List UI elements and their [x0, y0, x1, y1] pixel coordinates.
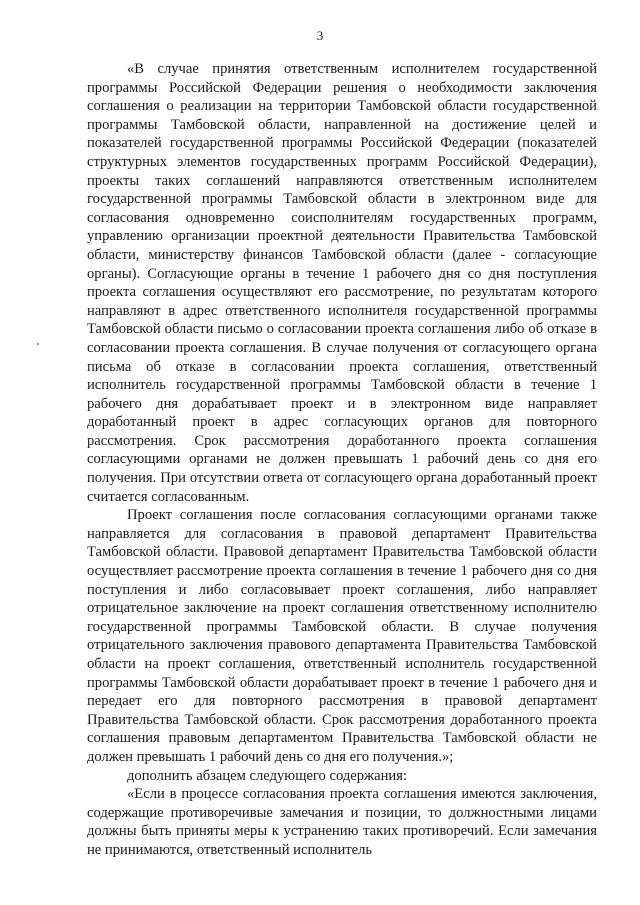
paragraph-legal-department: Проект соглашения после согласования согласующими органами также направляется для согласования в правовой департамент Правительства Тамбовской области. Правовой департамент Правительства Тамбовской области осуществляет рассмотрение проекта соглашения в течение 1 рабочего дня со дня поступления и либо согласовывает проект соглашения, либо направляет отрицательное заключение на проект соглашения ответственному исполнителю государственной программы Тамбовской области. В случае получения отрицательного заключения правового департамента Правительства Тамбовской области на проект соглашения, ответственный исполнитель государственной программы Тамбовской области дорабатывает проект в течение 1 рабочего дня и передает его для повторного рассмотрения в правовой департамент Правительства Тамбовской области. Срок рассмотрения доработанного проекта соглашения правовым департаментом Правительства Тамбовской области не должен превышать 1 рабочий день со дня его получения.»;: [87, 507, 597, 765]
margin-mark: [37, 343, 39, 345]
paragraph-agreement-coordination: «В случае принятия ответственным исполнителем государственной программы Российской Федерации решения о необходимости заключения соглашения о реализации на территории Тамбовской области государственной программы Тамбовской области, направленной на достижение целей и показателей государственной программы Российской Федерации (показателей структурных элементов государственных программ Российской Федерации), проекты таких соглашений направляются ответственным исполнителем государственной программы Тамбовской области в электронном виде для согласования одновременно соисполнителям государственных программ, управлению организации проектной деятельности Правительства Тамбовской области, министерству финансов Тамбовской области (далее - согласующие органы). Согласующие органы в течение 1 рабочего дня со дня поступления проекта соглашения осуществляют его рассмотрение, по результатам которого направляют в адрес ответственного исполнителя государственной программы Тамбовской области письмо о согласовании проекта соглашения либо об отказе в согласовании проекта соглашения. В случае получения от согласующего органа письма об отказе в согласовании проекта соглашения, ответственный исполнитель государственной программы Тамбовской области в течение 1 рабочего дня дорабатывает проект и в электронном виде направляет доработанный проект в адрес согласующих органов для повторного рассмотрения. Срок рассмотрения доработанного проекта соглашения согласующими органами не должен превышать 1 рабочий день со дня его получения. При отсутствии ответа от согласующего органа доработанный проект считается согласованным.: [87, 61, 597, 505]
paragraph-amendment-intro: дополнить абзацем следующего содержания:: [127, 767, 407, 784]
paragraph-contradictions: «Если в процессе согласования проекта соглашения имеются заключения, содержащие противоречивые замечания и позиции, то должностными лицами должны быть приняты меры к устранению таких противоречий. Если замечания не принимаются, ответственный исполнитель: [87, 786, 597, 858]
document-body: [87, 60, 597, 860]
page-number: 3: [316, 28, 324, 43]
